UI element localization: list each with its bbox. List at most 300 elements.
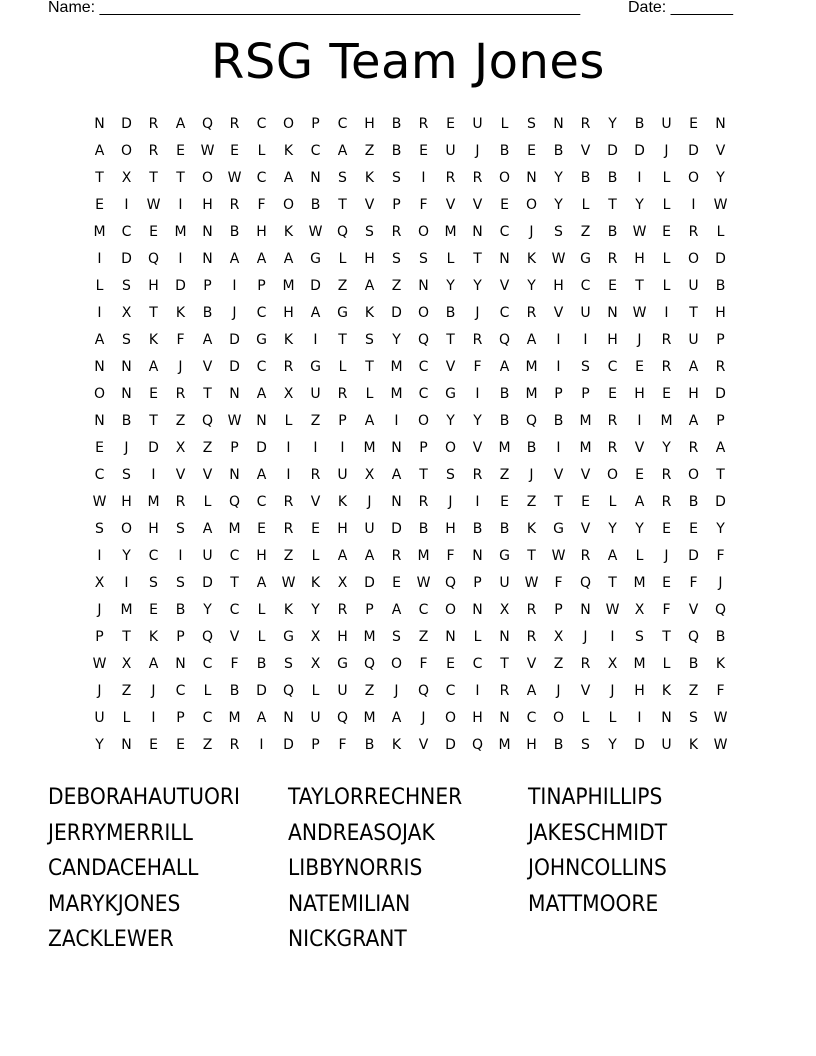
grid-letter: M [390, 359, 403, 375]
grid-letter: L [257, 143, 266, 159]
grid-letter: A [337, 548, 348, 564]
grid-letter: O [687, 467, 700, 483]
grid-letter: P [716, 332, 725, 348]
grid-letter: V [472, 197, 483, 213]
grid-letter: I [475, 494, 480, 510]
grid-letter: I [637, 413, 642, 429]
grid-letter: Y [608, 737, 617, 753]
grid-letter: D [688, 548, 699, 564]
grid-letter: B [121, 413, 132, 429]
grid-letter: U [364, 521, 375, 537]
grid-letter: N [256, 413, 267, 429]
grid-letter: V [364, 197, 375, 213]
grid-letter: E [662, 521, 671, 537]
grid-letter: J [367, 494, 372, 510]
grid-letter: B [256, 656, 267, 672]
grid-letter: L [662, 170, 671, 186]
word-list-item: NICKGRANT [288, 927, 407, 952]
grid-letter: L [311, 548, 320, 564]
grid-letter: A [256, 575, 267, 591]
grid-letter: W [605, 602, 620, 618]
grid-letter: M [147, 494, 160, 510]
grid-letter: H [634, 251, 645, 267]
grid-letter: X [364, 467, 375, 483]
grid-letter: M [228, 710, 241, 726]
grid-letter: L [662, 197, 671, 213]
grid-letter: T [230, 575, 239, 591]
grid-letter: S [392, 170, 401, 186]
grid-letter: L [608, 494, 617, 510]
grid-letter: R [418, 116, 429, 132]
grid-letter: J [178, 359, 183, 375]
grid-letter: S [527, 116, 536, 132]
grid-letter: F [554, 575, 563, 591]
grid-letter: J [421, 710, 426, 726]
grid-letter: D [256, 683, 267, 699]
grid-letter: J [97, 602, 102, 618]
grid-letter: X [553, 629, 564, 645]
grid-letter: A [391, 602, 402, 618]
grid-letter: I [151, 710, 156, 726]
grid-letter: J [664, 143, 669, 159]
grid-letter: P [338, 413, 347, 429]
grid-letter: P [257, 278, 266, 294]
grid-letter: T [419, 467, 428, 483]
grid-letter: H [715, 305, 726, 321]
grid-letter: S [392, 629, 401, 645]
grid-letter: A [526, 683, 537, 699]
grid-letter: Q [201, 116, 214, 132]
grid-letter: S [95, 521, 104, 537]
grid-letter: W [227, 170, 242, 186]
grid-letter: Y [554, 170, 563, 186]
grid-letter: H [472, 710, 483, 726]
grid-letter: X [121, 305, 132, 321]
grid-letter: Y [608, 521, 617, 537]
grid-letter: C [256, 494, 267, 510]
grid-letter: X [283, 386, 294, 402]
grid-letter: A [229, 251, 240, 267]
grid-letter: P [392, 197, 401, 213]
grid-letter: A [715, 440, 726, 456]
grid-letter: Z [202, 737, 213, 753]
grid-letter: H [688, 386, 699, 402]
grid-letter: A [256, 251, 267, 267]
grid-letter: Q [471, 737, 484, 753]
grid-letter: I [475, 683, 480, 699]
grid-letter: R [229, 116, 240, 132]
grid-letter: M [660, 413, 673, 429]
grid-letter: P [176, 710, 185, 726]
grid-letter: T [149, 413, 158, 429]
grid-letter: R [580, 656, 591, 672]
grid-letter: P [554, 602, 563, 618]
grid-letter: I [286, 440, 291, 456]
grid-letter: T [473, 251, 482, 267]
grid-letter: D [202, 575, 213, 591]
grid-letter: Y [203, 602, 212, 618]
grid-letter: W [713, 197, 728, 213]
grid-letter: N [715, 116, 726, 132]
grid-letter: H [364, 116, 375, 132]
grid-letter: V [445, 359, 456, 375]
grid-letter: Z [337, 278, 348, 294]
grid-letter: O [417, 224, 430, 240]
grid-letter: E [662, 575, 671, 591]
grid-letter: J [529, 467, 534, 483]
grid-letter: C [607, 359, 618, 375]
grid-letter: S [122, 467, 131, 483]
grid-letter: W [281, 575, 296, 591]
grid-letter: R [580, 116, 591, 132]
grid-letter: N [121, 737, 132, 753]
grid-letter: Z [553, 656, 564, 672]
grid-letter: L [257, 602, 266, 618]
grid-letter: J [475, 143, 480, 159]
grid-letter: D [121, 116, 132, 132]
grid-letter: N [472, 224, 483, 240]
grid-letter: A [607, 548, 618, 564]
grid-letter: V [445, 197, 456, 213]
grid-letter: T [365, 359, 374, 375]
grid-letter: A [364, 548, 375, 564]
grid-letter: T [446, 332, 455, 348]
grid-letter: K [364, 170, 375, 186]
grid-letter: D [175, 278, 186, 294]
grid-letter: I [556, 332, 561, 348]
grid-letter: R [472, 170, 483, 186]
grid-letter: Z [121, 683, 132, 699]
grid-letter: S [365, 332, 374, 348]
grid-letter: N [283, 710, 294, 726]
grid-letter: W [713, 737, 728, 753]
grid-letter: M [525, 359, 538, 375]
grid-letter: T [716, 467, 725, 483]
grid-letter: B [445, 305, 456, 321]
grid-letter: O [525, 197, 538, 213]
grid-letter: O [201, 170, 214, 186]
grid-letter: X [607, 656, 618, 672]
grid-letter: A [94, 143, 105, 159]
grid-letter: E [500, 197, 509, 213]
grid-letter: E [149, 386, 158, 402]
grid-letter: B [310, 197, 321, 213]
grid-letter: Q [417, 332, 430, 348]
grid-letter: Z [499, 467, 510, 483]
letter-grid [86, 114, 734, 762]
grid-letter: N [121, 359, 132, 375]
grid-letter: C [94, 467, 105, 483]
grid-letter: Y [473, 413, 482, 429]
grid-letter: N [445, 629, 456, 645]
grid-letter: W [713, 710, 728, 726]
grid-letter: R [472, 332, 483, 348]
grid-letter: Y [392, 332, 401, 348]
grid-letter: I [313, 440, 318, 456]
grid-letter: B [553, 143, 564, 159]
grid-letter: I [313, 332, 318, 348]
grid-letter: T [122, 629, 131, 645]
grid-letter: R [526, 629, 537, 645]
grid-letter: B [634, 116, 645, 132]
grid-letter: L [716, 224, 725, 240]
grid-letter: D [148, 440, 159, 456]
grid-letter: I [637, 710, 642, 726]
grid-letter: N [202, 251, 213, 267]
grid-letter: N [499, 629, 510, 645]
grid-letter: A [310, 305, 321, 321]
grid-letter: T [149, 305, 158, 321]
grid-letter: Q [363, 656, 376, 672]
grid-letter: L [581, 197, 590, 213]
grid-letter: N [418, 278, 429, 294]
word-list-item: JAKESCHMIDT [528, 820, 668, 846]
grid-letter: R [688, 224, 699, 240]
grid-letter: R [148, 116, 159, 132]
grid-letter: B [499, 143, 510, 159]
grid-letter: E [608, 386, 617, 402]
grid-letter: O [417, 413, 430, 429]
grid-letter: P [176, 629, 185, 645]
date-field-label: Date: _______ [628, 0, 733, 16]
grid-letter: V [553, 467, 564, 483]
grid-letter: W [551, 548, 566, 564]
grid-letter: I [394, 413, 399, 429]
grid-letter: Y [122, 548, 131, 564]
grid-letter: E [419, 143, 428, 159]
grid-letter: M [120, 602, 133, 618]
grid-letter: Y [527, 278, 536, 294]
grid-letter: M [579, 440, 592, 456]
grid-letter: Z [688, 683, 699, 699]
grid-letter: M [363, 629, 376, 645]
grid-letter: C [418, 386, 429, 402]
word-list-column [528, 780, 768, 922]
grid-letter: R [148, 143, 159, 159]
grid-letter: X [175, 440, 186, 456]
grid-letter: T [635, 278, 644, 294]
grid-letter: A [391, 710, 402, 726]
grid-letter: B [499, 386, 510, 402]
word-list-item: TINAPHILLIPS [528, 785, 663, 810]
grid-letter: E [608, 278, 617, 294]
grid-letter: B [715, 278, 726, 294]
grid-letter: Q [525, 413, 538, 429]
grid-letter: R [715, 359, 726, 375]
grid-letter: K [283, 602, 294, 618]
grid-letter: Q [687, 629, 700, 645]
grid-letter: C [472, 656, 483, 672]
grid-letter: K [283, 224, 294, 240]
grid-letter: N [499, 710, 510, 726]
grid-letter: U [688, 332, 699, 348]
grid-letter: D [121, 251, 132, 267]
grid-letter: V [202, 467, 213, 483]
grid-letter: J [232, 305, 237, 321]
grid-letter: E [95, 440, 104, 456]
grid-letter: C [121, 224, 132, 240]
grid-letter: Z [391, 278, 402, 294]
grid-letter: D [715, 251, 726, 267]
grid-letter: R [661, 332, 672, 348]
grid-letter: V [553, 305, 564, 321]
grid-letter: B [553, 737, 564, 753]
grid-letter: Y [716, 170, 725, 186]
grid-letter: W [551, 251, 566, 267]
grid-letter: R [688, 440, 699, 456]
grid-letter: U [499, 575, 510, 591]
grid-letter: S [149, 575, 158, 591]
grid-letter: N [661, 710, 672, 726]
grid-letter: M [228, 521, 241, 537]
grid-letter: N [94, 413, 105, 429]
grid-letter: O [120, 143, 133, 159]
grid-letter: Y [95, 737, 104, 753]
grid-letter: D [688, 143, 699, 159]
grid-letter: A [175, 116, 186, 132]
grid-letter: N [553, 116, 564, 132]
grid-letter: I [97, 251, 102, 267]
grid-letter: C [499, 224, 510, 240]
grid-letter: R [310, 467, 321, 483]
grid-letter: L [203, 494, 212, 510]
grid-letter: M [444, 224, 457, 240]
word-list-item: CANDACEHALL [48, 856, 199, 881]
grid-letter: E [257, 521, 266, 537]
grid-letter: R [391, 224, 402, 240]
grid-letter: L [257, 629, 266, 645]
grid-letter: K [526, 251, 537, 267]
word-list-item: MATTMOORE [528, 891, 659, 917]
grid-letter: R [526, 602, 537, 618]
grid-letter: I [97, 548, 102, 564]
grid-letter: R [661, 359, 672, 375]
word-list-column [48, 780, 288, 958]
grid-letter: I [124, 575, 129, 591]
grid-letter: K [337, 494, 348, 510]
grid-letter: N [202, 224, 213, 240]
grid-letter: C [202, 656, 213, 672]
grid-letter: L [662, 656, 671, 672]
grid-letter: H [445, 521, 456, 537]
grid-letter: R [337, 386, 348, 402]
grid-letter: L [284, 413, 293, 429]
grid-letter: K [391, 737, 402, 753]
grid-letter: M [525, 386, 538, 402]
grid-letter: L [446, 251, 455, 267]
grid-letter: T [149, 170, 158, 186]
grid-letter: E [311, 521, 320, 537]
grid-letter: H [256, 548, 267, 564]
grid-letter: G [337, 305, 348, 321]
grid-letter: S [446, 467, 455, 483]
grid-letter: D [364, 575, 375, 591]
grid-letter: D [445, 737, 456, 753]
grid-letter: G [499, 548, 510, 564]
grid-letter: S [635, 629, 644, 645]
grid-letter: H [202, 197, 213, 213]
grid-letter: L [608, 710, 617, 726]
grid-letter: H [607, 332, 618, 348]
grid-letter: P [419, 440, 428, 456]
grid-letter: O [687, 251, 700, 267]
grid-letter: N [391, 440, 402, 456]
grid-letter: N [580, 602, 591, 618]
grid-letter: J [394, 683, 399, 699]
grid-letter: Q [336, 224, 349, 240]
grid-letter: R [499, 683, 510, 699]
grid-letter: E [662, 224, 671, 240]
grid-letter: T [554, 494, 563, 510]
grid-letter: K [526, 521, 537, 537]
grid-letter: C [256, 170, 267, 186]
grid-letter: W [632, 305, 647, 321]
grid-letter: E [392, 575, 401, 591]
word-list-item: LIBBYNORRIS [288, 856, 423, 881]
grid-letter: M [498, 737, 511, 753]
grid-letter: X [310, 629, 321, 645]
grid-letter: Q [228, 494, 241, 510]
grid-letter: B [229, 224, 240, 240]
grid-letter: O [282, 116, 295, 132]
grid-letter: R [661, 494, 672, 510]
grid-letter: A [688, 359, 699, 375]
grid-letter: J [637, 332, 642, 348]
grid-letter: N [175, 656, 186, 672]
grid-letter: D [715, 494, 726, 510]
word-list-item: NATEMILIAN [288, 891, 411, 917]
grid-letter: V [499, 278, 510, 294]
grid-letter: B [229, 683, 240, 699]
grid-letter: C [337, 116, 348, 132]
grid-letter: B [688, 494, 699, 510]
grid-letter: A [688, 413, 699, 429]
grid-letter: X [634, 602, 645, 618]
grid-letter: I [340, 440, 345, 456]
grid-letter: L [662, 278, 671, 294]
grid-letter: A [526, 332, 537, 348]
grid-letter: F [662, 602, 671, 618]
grid-letter: M [633, 575, 646, 591]
name-field-label: Name: ______________________________________________________ [48, 0, 581, 16]
grid-letter: E [527, 143, 536, 159]
grid-letter: C [256, 359, 267, 375]
grid-letter: U [337, 683, 348, 699]
grid-letter: Z [580, 224, 591, 240]
grid-letter: C [256, 116, 267, 132]
grid-letter: V [634, 440, 645, 456]
grid-letter: M [93, 224, 106, 240]
grid-letter: U [94, 710, 105, 726]
grid-letter: C [418, 359, 429, 375]
grid-letter: E [689, 116, 698, 132]
grid-letter: I [475, 386, 480, 402]
grid-letter: H [148, 278, 159, 294]
grid-letter: E [230, 143, 239, 159]
grid-letter: B [364, 737, 375, 753]
grid-letter: B [391, 143, 402, 159]
grid-letter: Y [473, 278, 482, 294]
grid-letter: O [606, 467, 619, 483]
grid-letter: R [445, 170, 456, 186]
grid-letter: K [688, 737, 699, 753]
grid-letter: A [256, 467, 267, 483]
grid-letter: O [687, 170, 700, 186]
grid-letter: V [175, 467, 186, 483]
grid-letter: S [284, 656, 293, 672]
grid-letter: N [499, 251, 510, 267]
grid-letter: R [391, 548, 402, 564]
